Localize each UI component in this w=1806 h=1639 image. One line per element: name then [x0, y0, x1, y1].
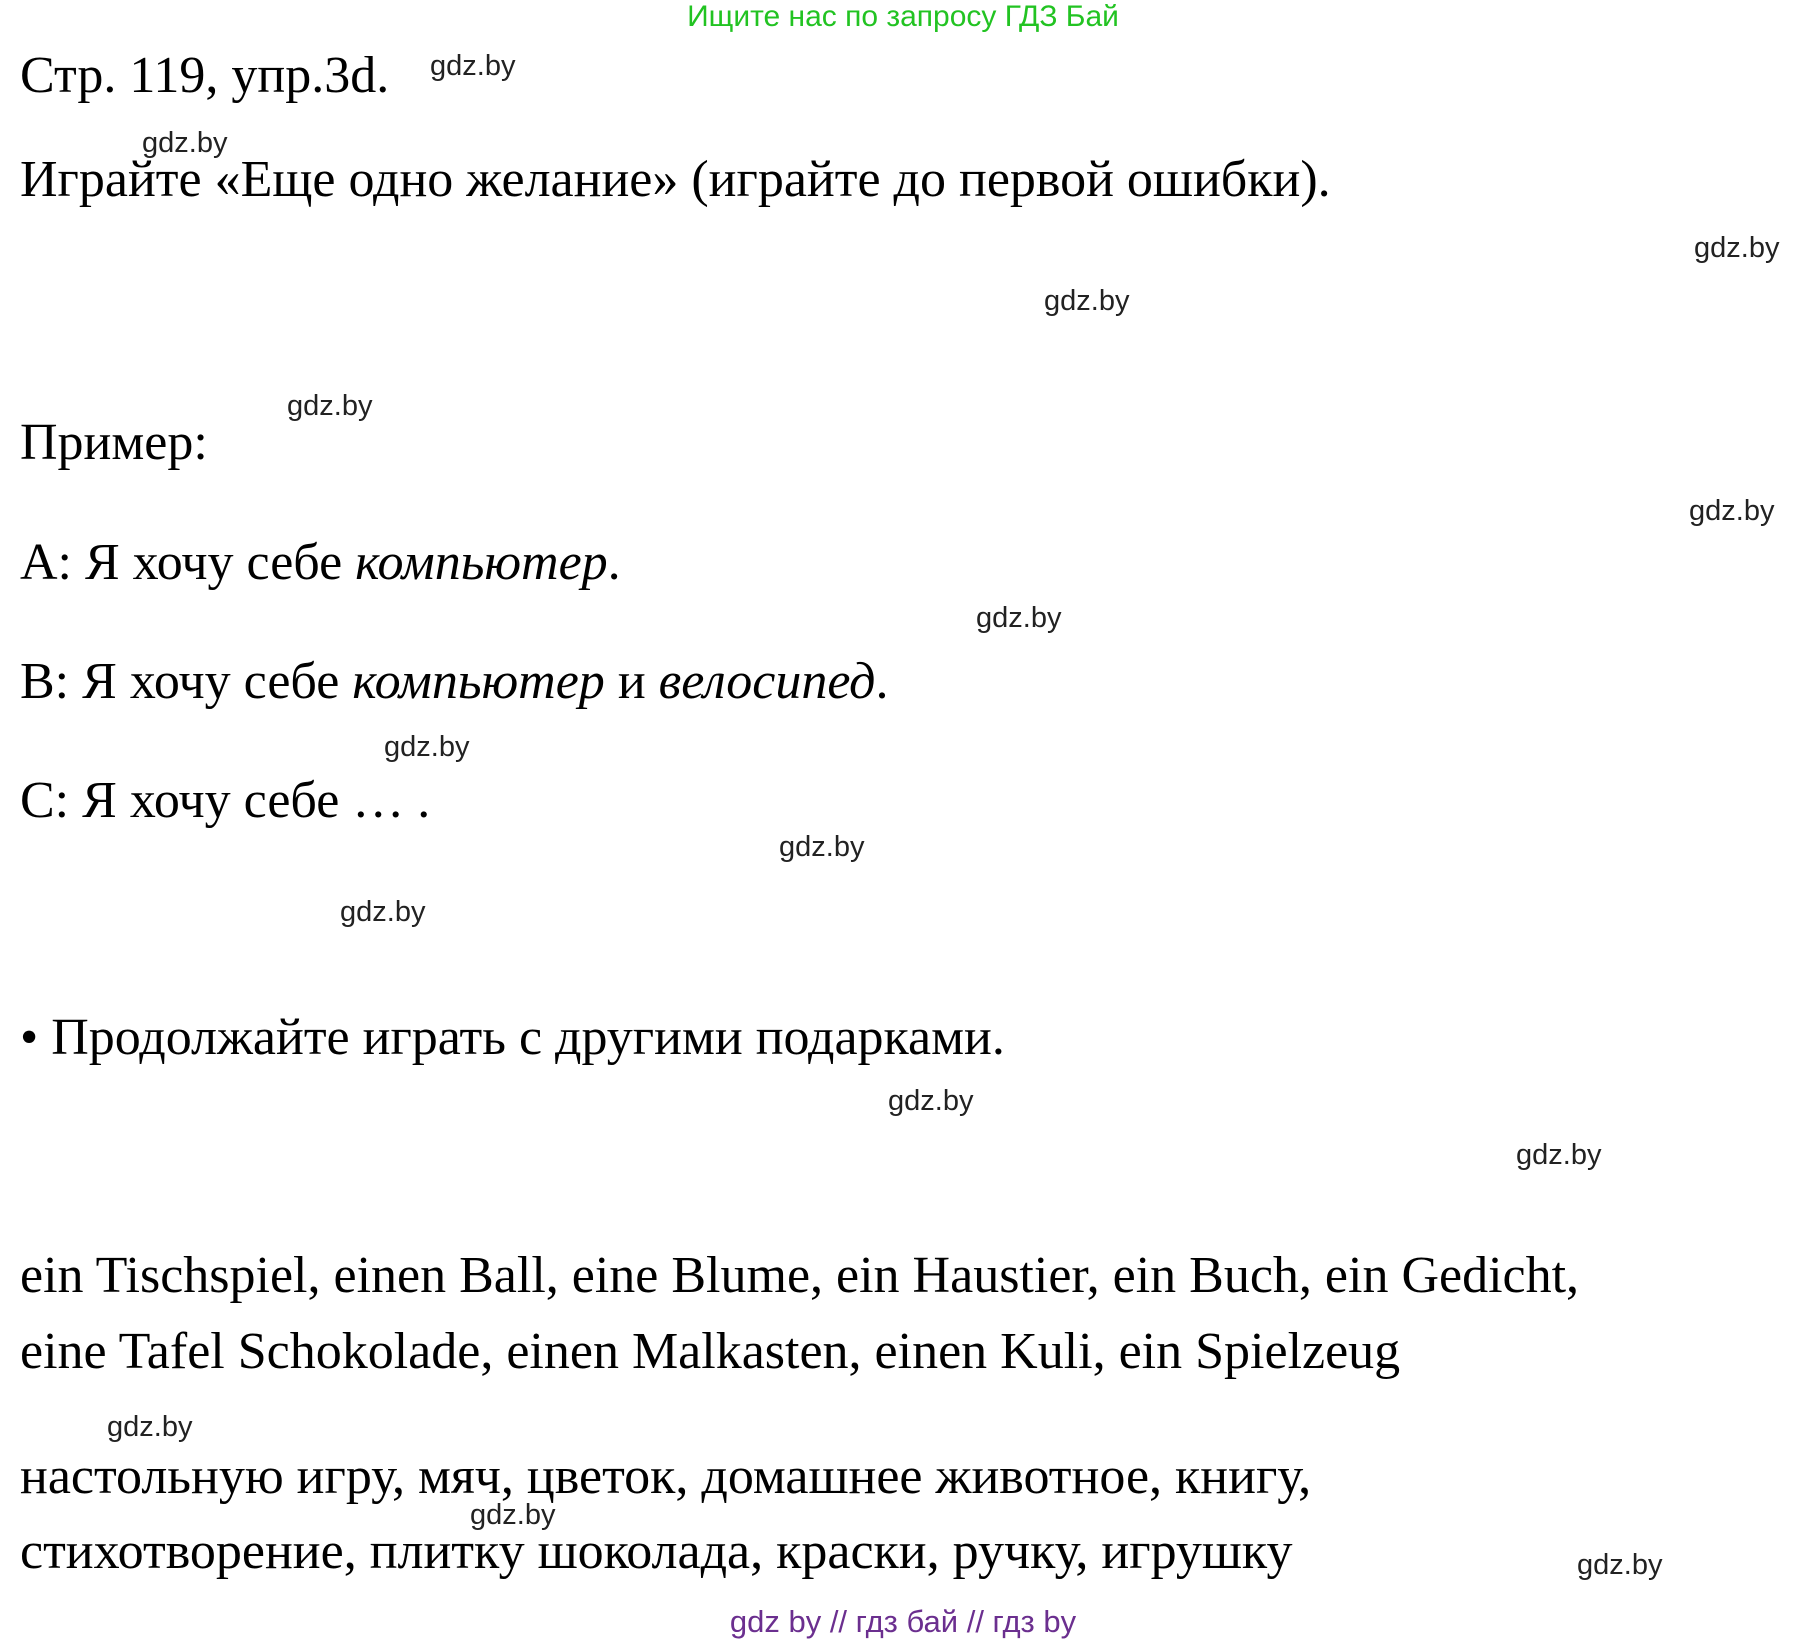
example-line-a-suffix: .: [607, 534, 621, 591]
example-line-b-prefix: В: Я хочу себе: [20, 653, 353, 710]
watermark: gdz.by: [1577, 1549, 1663, 1581]
example-line-a-italic: компьютер: [355, 534, 608, 591]
page-title: Стр. 119, упр.3d.: [20, 47, 390, 104]
watermark: gdz.by: [470, 1499, 556, 1531]
top-banner: Ищите нас по запросу ГДЗ Бай: [687, 0, 1119, 33]
german-list-line-1: ein Tischspiel, einen Ball, eine Blume, ein Haustier, ein Buch, ein Gedicht,: [20, 1247, 1580, 1304]
russian-list-line-1: настольную игру, мяч, цветок, домашнее животное, книгу,: [20, 1448, 1312, 1505]
german-list-line-2: eine Tafel Schokolade, einen Malkasten, einen Kuli, ein Spielzeug: [20, 1323, 1401, 1380]
example-line-b-italic-1: компьютер: [352, 653, 605, 710]
continue-text: • Продолжайте играть с другими подарками.: [20, 1009, 1005, 1066]
example-line-c: С: Я хочу себе … .: [20, 772, 431, 829]
example-line-b-italic-2: велосипед: [658, 653, 876, 710]
russian-list-line-2: стихотворение, плитку шоколада, краски, ручку, игрушку: [20, 1523, 1293, 1580]
watermark: gdz.by: [1689, 495, 1775, 527]
watermark: gdz.by: [107, 1411, 193, 1443]
example-line-b-middle: и: [604, 653, 659, 710]
watermark: gdz.by: [1516, 1139, 1602, 1171]
watermark: gdz.by: [888, 1085, 974, 1117]
watermark: gdz.by: [1694, 232, 1780, 264]
example-line-b: [20, 653, 889, 710]
watermark: gdz.by: [340, 896, 426, 928]
example-line-a-prefix: А: Я хочу себе: [20, 534, 356, 591]
example-line-a: [20, 534, 621, 591]
watermark: gdz.by: [287, 390, 373, 422]
watermark: gdz.by: [779, 831, 865, 863]
watermark: gdz.by: [1044, 285, 1130, 317]
watermark: gdz.by: [384, 731, 470, 763]
task-instruction: Играйте «Еще одно желание» (играйте до первой ошибки).: [20, 151, 1331, 208]
watermark: gdz.by: [430, 50, 516, 82]
example-line-b-suffix: .: [875, 653, 889, 710]
watermark: gdz.by: [976, 602, 1062, 634]
bottom-banner: gdz by // гдз бай // гдз by: [729, 1604, 1077, 1639]
watermark: gdz.by: [142, 127, 228, 159]
example-label: Пример:: [20, 414, 208, 471]
